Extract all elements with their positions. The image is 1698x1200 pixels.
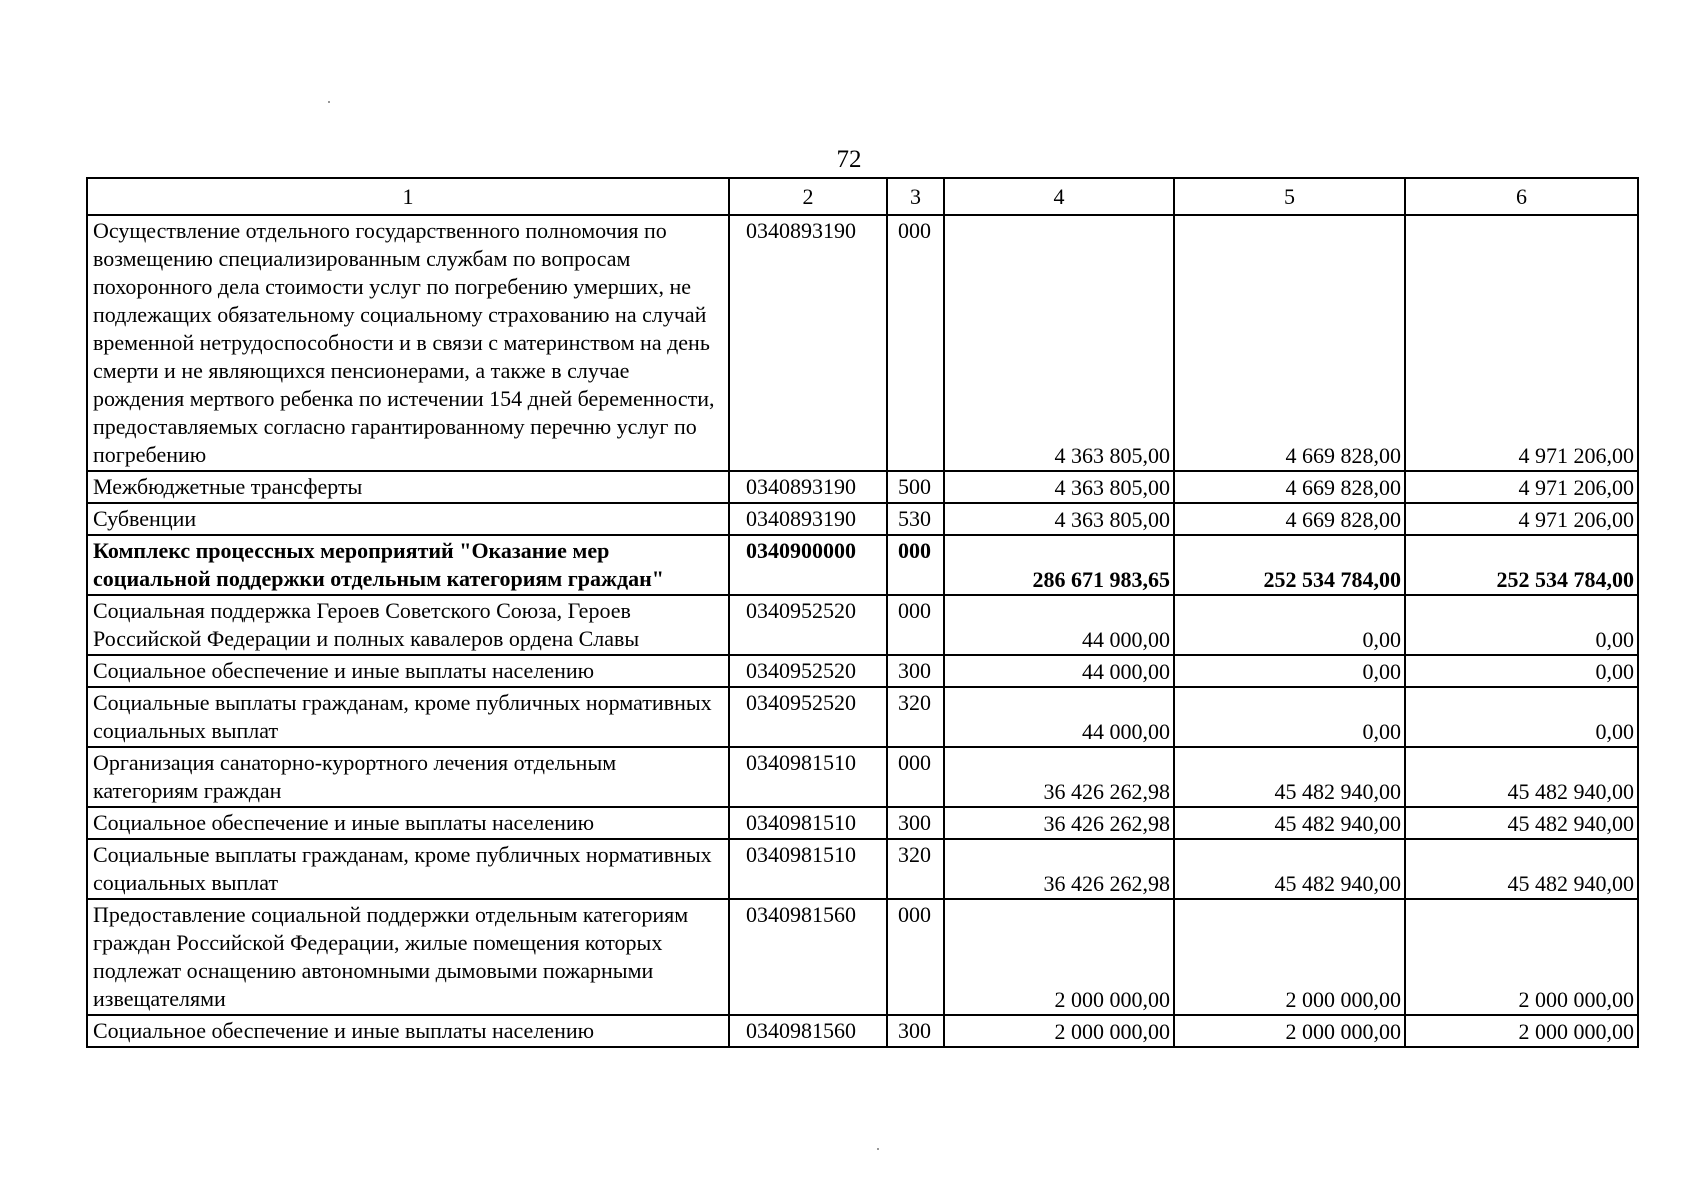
amount-col-6: 0,00 (1405, 595, 1638, 655)
table-row (87, 839, 1638, 899)
amount-col-5: 4 669 828,00 (1174, 503, 1405, 535)
amount-col-4: 4 363 805,00 (944, 503, 1174, 535)
row-name: Социальное обеспечение и иные выплаты населению (87, 1015, 729, 1047)
table-row (87, 471, 1638, 503)
column-number-row (87, 178, 1638, 215)
row-name: Социальная поддержка Героев Советского Союза, Героев Российской Федерации и полных кавалеров ордена Славы (87, 595, 729, 655)
expense-type-code: 500 (887, 471, 944, 503)
row-name: Осуществление отдельного государственного полномочия по возмещению специализированным службам по вопросам похоронного дела стоимости услуг по погребению умерших, не подлежащих обязательному социальному страхованию на случай временной нетрудоспособности и в связи с материнством на день смерти и не являющихся пенсионерами, а также в случае рождения мертвого ребенка по истечении 154 дней беременности, предоставляемых согласно гарантированному перечню услуг по погребению (87, 215, 729, 471)
row-name: Комплекс процессных мероприятий "Оказание мер социальной поддержки отдельным категориям граждан" (87, 535, 729, 595)
target-article-code: 0340952520 (729, 687, 887, 747)
scan-speck (877, 1148, 879, 1150)
amount-col-5: 0,00 (1174, 687, 1405, 747)
amount-col-4: 36 426 262,98 (944, 747, 1174, 807)
table-row (87, 899, 1638, 1015)
amount-col-6: 4 971 206,00 (1405, 503, 1638, 535)
table-row (87, 687, 1638, 747)
column-header-5: 5 (1174, 178, 1405, 215)
column-header-1: 1 (87, 178, 729, 215)
amount-col-4: 36 426 262,98 (944, 839, 1174, 899)
table-row (87, 807, 1638, 839)
amount-col-4: 2 000 000,00 (944, 899, 1174, 1015)
amount-col-4: 2 000 000,00 (944, 1015, 1174, 1047)
amount-col-6: 0,00 (1405, 687, 1638, 747)
amount-col-5: 0,00 (1174, 595, 1405, 655)
amount-col-5: 45 482 940,00 (1174, 807, 1405, 839)
expense-type-code: 300 (887, 1015, 944, 1047)
amount-col-4: 286 671 983,65 (944, 535, 1174, 595)
amount-col-5: 4 669 828,00 (1174, 471, 1405, 503)
expense-type-code: 000 (887, 747, 944, 807)
amount-col-6: 2 000 000,00 (1405, 1015, 1638, 1047)
target-article-code: 0340893190 (729, 215, 887, 471)
target-article-code: 0340981510 (729, 839, 887, 899)
column-header-2: 2 (729, 178, 887, 215)
amount-col-4: 4 363 805,00 (944, 471, 1174, 503)
amount-col-5: 2 000 000,00 (1174, 1015, 1405, 1047)
expense-type-code: 320 (887, 687, 944, 747)
amount-col-5: 45 482 940,00 (1174, 839, 1405, 899)
amount-col-4: 44 000,00 (944, 655, 1174, 687)
amount-col-6: 2 000 000,00 (1405, 899, 1638, 1015)
table-row (87, 747, 1638, 807)
amount-col-6: 4 971 206,00 (1405, 471, 1638, 503)
table-row (87, 215, 1638, 471)
amount-col-5: 2 000 000,00 (1174, 899, 1405, 1015)
row-name: Социальное обеспечение и иные выплаты населению (87, 807, 729, 839)
table-row (87, 595, 1638, 655)
column-header-3: 3 (887, 178, 944, 215)
amount-col-5: 45 482 940,00 (1174, 747, 1405, 807)
row-name: Социальные выплаты гражданам, кроме публичных нормативных социальных выплат (87, 839, 729, 899)
row-name: Социальные выплаты гражданам, кроме публичных нормативных социальных выплат (87, 687, 729, 747)
expense-type-code: 000 (887, 595, 944, 655)
row-name: Организация санаторно-курортного лечения отдельным категориям граждан (87, 747, 729, 807)
expense-type-code: 000 (887, 899, 944, 1015)
amount-col-5: 252 534 784,00 (1174, 535, 1405, 595)
target-article-code: 0340893190 (729, 503, 887, 535)
amount-col-4: 44 000,00 (944, 687, 1174, 747)
table-row-section (87, 535, 1638, 595)
amount-col-6: 4 971 206,00 (1405, 215, 1638, 471)
row-name: Социальное обеспечение и иные выплаты населению (87, 655, 729, 687)
target-article-code: 0340893190 (729, 471, 887, 503)
target-article-code: 0340900000 (729, 535, 887, 595)
expense-type-code: 300 (887, 655, 944, 687)
expense-type-code: 000 (887, 535, 944, 595)
amount-col-4: 4 363 805,00 (944, 215, 1174, 471)
target-article-code: 0340952520 (729, 655, 887, 687)
table-row (87, 503, 1638, 535)
amount-col-5: 4 669 828,00 (1174, 215, 1405, 471)
target-article-code: 0340981560 (729, 899, 887, 1015)
amount-col-4: 44 000,00 (944, 595, 1174, 655)
budget-table (86, 177, 1639, 1048)
scan-speck (328, 101, 330, 103)
target-article-code: 0340981560 (729, 1015, 887, 1047)
target-article-code: 0340952520 (729, 595, 887, 655)
row-name: Предоставление социальной поддержки отдельным категориям граждан Российской Федерации, жилые помещения которых подлежат оснащению автономными дымовыми пожарными извещателями (87, 899, 729, 1015)
amount-col-4: 36 426 262,98 (944, 807, 1174, 839)
row-name: Субвенции (87, 503, 729, 535)
table-row (87, 655, 1638, 687)
amount-col-6: 252 534 784,00 (1405, 535, 1638, 595)
amount-col-6: 45 482 940,00 (1405, 747, 1638, 807)
target-article-code: 0340981510 (729, 807, 887, 839)
target-article-code: 0340981510 (729, 747, 887, 807)
expense-type-code: 320 (887, 839, 944, 899)
expense-type-code: 300 (887, 807, 944, 839)
table-row (87, 1015, 1638, 1047)
expense-type-code: 530 (887, 503, 944, 535)
expense-type-code: 000 (887, 215, 944, 471)
column-header-6: 6 (1405, 178, 1638, 215)
column-header-4: 4 (944, 178, 1174, 215)
amount-col-6: 45 482 940,00 (1405, 839, 1638, 899)
row-name: Межбюджетные трансферты (87, 471, 729, 503)
amount-col-6: 45 482 940,00 (1405, 807, 1638, 839)
amount-col-5: 0,00 (1174, 655, 1405, 687)
amount-col-6: 0,00 (1405, 655, 1638, 687)
page-number: 72 (836, 146, 862, 173)
